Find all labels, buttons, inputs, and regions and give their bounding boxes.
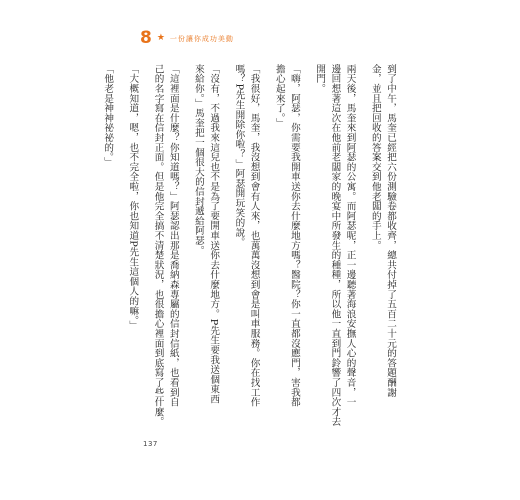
vertical-text-body	[102, 64, 398, 434]
text-column: 「他老是神神祕祕的。」	[102, 64, 114, 167]
star-icon: ★	[156, 33, 165, 43]
page-number: 137	[143, 440, 158, 448]
text-column: 邊回想著這次在他前老闆家的晚宴中所發生的種種，所以他一直到門鈴響了四次才去	[329, 64, 341, 427]
running-header	[140, 30, 234, 47]
text-column: 「大概知道，嗯，也不完全啦，你也知道P先生這個人的嘛。」	[127, 64, 139, 331]
text-column: 己的名字寫在信封正面。但是他完全搞不清楚狀況，也很擔心裡面到底寫了些什麼。	[152, 64, 164, 427]
text-column: 嗎？P先生開除你啦？」阿瑟開玩笑的說。	[233, 64, 245, 248]
text-column: 金，並且把回收的答案交到他老闆的手上。	[369, 64, 381, 251]
text-column: 開門。	[314, 64, 326, 94]
text-column: 兩天後，馬奎來到阿瑟的公寓。而阿瑟呢，正一邊聽著海浪安撫人心的聲音，一	[344, 64, 356, 407]
chapter-title: 一份讓你成功美動	[169, 34, 234, 43]
text-column: 來給你。」馬奎把一個很大的信封遞給阿瑟。	[192, 64, 204, 256]
chapter-number: 8	[140, 28, 152, 48]
text-column: 「嗨，阿瑟，你需要我開車送你去什麼地方嗎？醫院？你一直都沒應門，害我都	[288, 64, 300, 407]
text-column: 「沒有，不過我來這兒也不是為了要開車送你去什麼地方。P先生要我送個東西	[208, 64, 220, 404]
text-column: 「這裡面是什麼？你知道嗎？」阿瑟認出那是喬納森專屬的信封信紙，也看到自	[167, 64, 179, 407]
text-column: 擔心起來了。」	[273, 64, 285, 128]
text-column: 「我很好，馬奎，我沒想到會有人來，也萬萬沒想到會是叫車服務。你在找工作	[248, 64, 260, 407]
text-column: 到了中午，馬奎已經把六份測驗卷都收齊，總共付掉了五百二十元的答題酬謝	[385, 64, 396, 398]
